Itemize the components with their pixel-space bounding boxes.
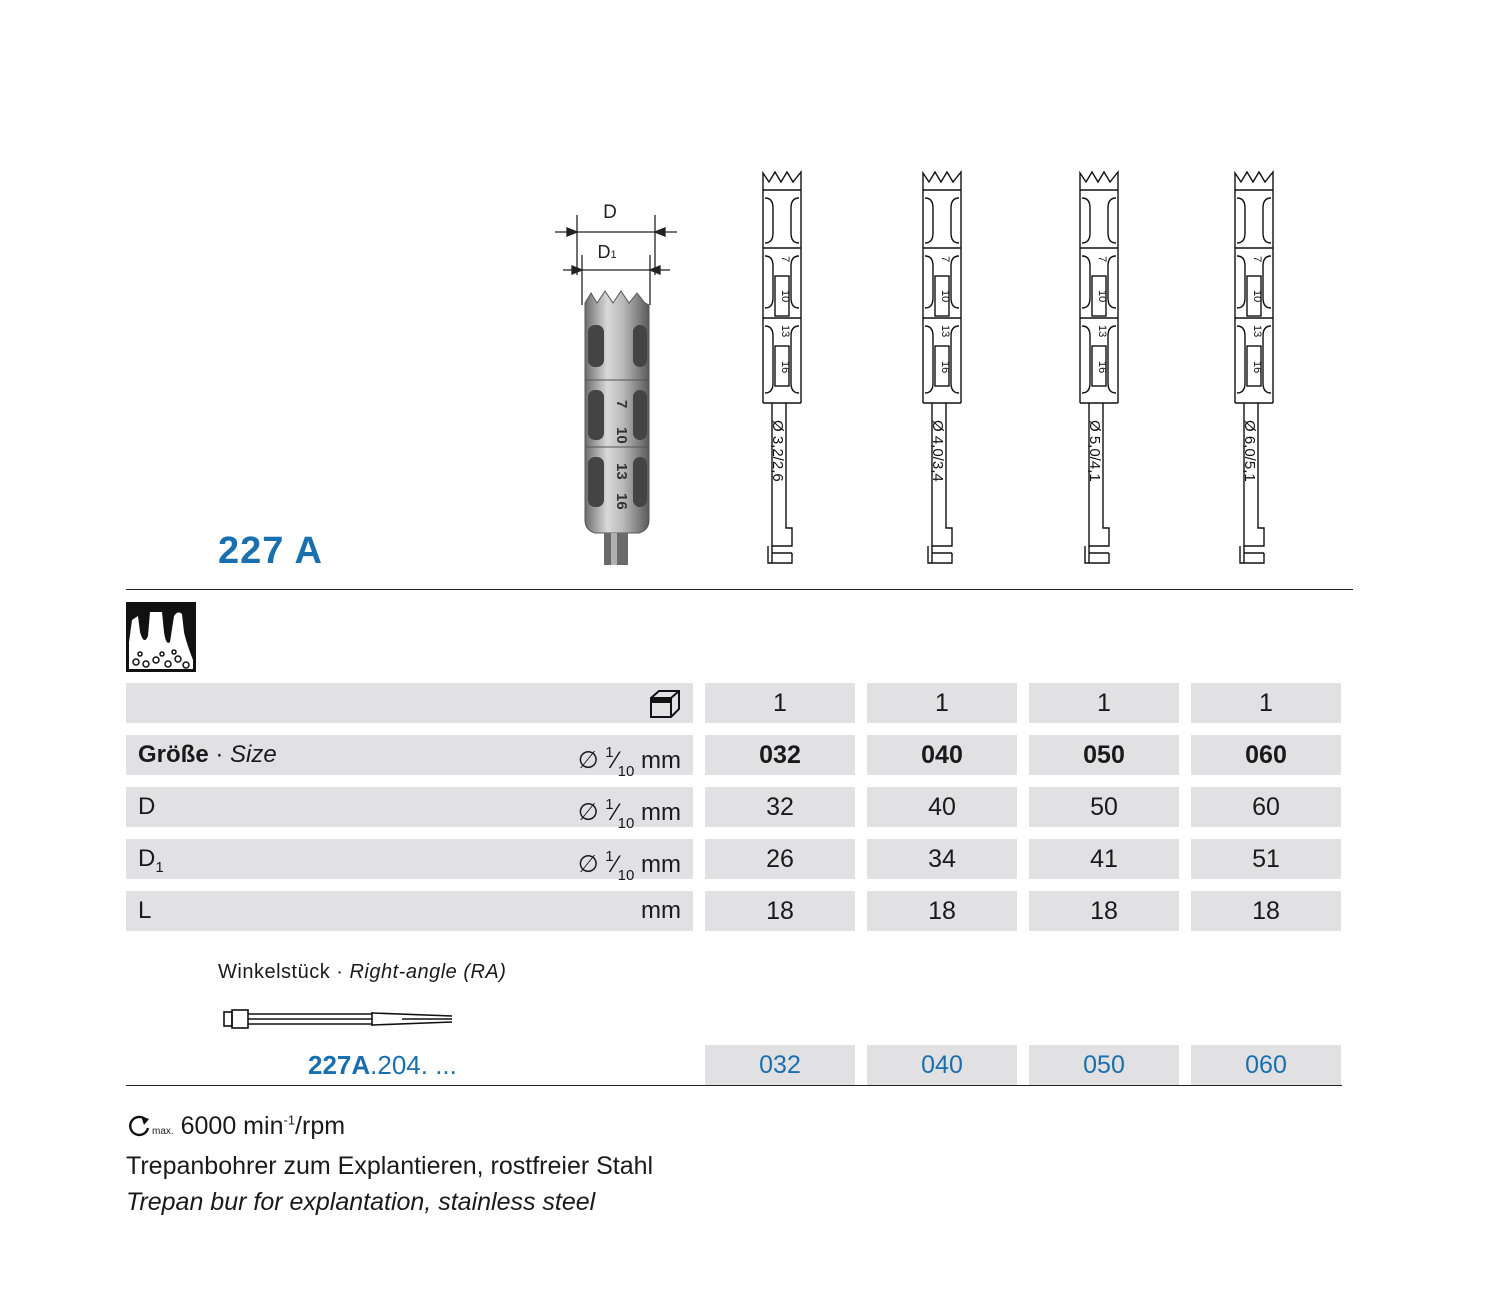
bottom-divider xyxy=(126,1085,1342,1086)
l-value: 18 xyxy=(705,891,855,931)
depth-mark: 16 xyxy=(779,361,791,374)
rotation-icon xyxy=(126,1115,152,1137)
depth-mark: 7 xyxy=(779,256,791,263)
d-unit: ∅ $^1⁄_{10}$ mm xyxy=(577,796,681,832)
order-size-code: 040 xyxy=(867,1045,1017,1085)
size-value: 050 xyxy=(1029,735,1179,775)
bur-diameter-label: Ø 4,0/3,4 xyxy=(929,420,946,482)
depth-mark: 10 xyxy=(779,290,791,303)
d1-value: 51 xyxy=(1191,839,1341,879)
dim-d1-label: D1 xyxy=(597,242,617,262)
description-en: Trepan bur for explantation, stainless steel xyxy=(126,1188,596,1216)
depth-mark: 10 xyxy=(1096,290,1108,303)
d1-value: 34 xyxy=(867,839,1017,879)
description-de: Trepanbohrer zum Explantieren, rostfreier Stahl xyxy=(126,1152,654,1180)
depth-mark: 13 xyxy=(1096,325,1108,338)
dim-d-label: D xyxy=(603,202,617,223)
bur-drawing-2 xyxy=(918,168,998,568)
l-value: 18 xyxy=(1029,891,1179,931)
bur-photo-illustration xyxy=(555,195,685,570)
size-label: Größe · Size xyxy=(138,741,277,768)
bur-diameter-label: Ø 6,0/5,1 xyxy=(1241,420,1258,482)
depth-mark: 16 xyxy=(1251,361,1263,374)
package-box-icon xyxy=(649,689,681,719)
size-value: 032 xyxy=(705,735,855,775)
l-value: 18 xyxy=(1191,891,1341,931)
bur-drawing-3 xyxy=(1075,168,1155,568)
size-value: 040 xyxy=(867,735,1017,775)
svg-text:16: 16 xyxy=(613,493,630,510)
d-value: 40 xyxy=(867,787,1017,827)
d-value: 60 xyxy=(1191,787,1341,827)
order-number: 227A.204. ... xyxy=(308,1050,457,1080)
depth-mark: 7 xyxy=(939,256,951,263)
l-label: L xyxy=(138,897,152,924)
d1-value: 41 xyxy=(1029,839,1179,879)
product-code: 227 A xyxy=(218,530,323,572)
l-unit: mm xyxy=(641,897,681,924)
l-value: 18 xyxy=(867,891,1017,931)
depth-mark: 7 xyxy=(1096,256,1108,263)
d-label: D xyxy=(138,793,156,820)
ra-shank-icon xyxy=(222,1004,457,1032)
top-divider xyxy=(126,589,1353,590)
svg-text:13: 13 xyxy=(613,463,630,480)
size-value: 060 xyxy=(1191,735,1341,775)
bur-diameter-label: Ø 3,2/2,6 xyxy=(769,420,786,482)
d1-unit: ∅ $^1⁄_{10}$ mm xyxy=(577,848,681,884)
bur-photo xyxy=(585,291,649,565)
d1-value: 26 xyxy=(705,839,855,879)
bone-tissue-application-icon xyxy=(126,602,196,672)
depth-mark: 10 xyxy=(939,290,951,303)
depth-mark: 16 xyxy=(1096,361,1108,374)
svg-text:10: 10 xyxy=(613,427,630,444)
depth-mark: 16 xyxy=(939,361,951,374)
depth-mark: 10 xyxy=(1251,290,1263,303)
order-size-code: 060 xyxy=(1191,1045,1341,1085)
order-size-code: 032 xyxy=(705,1045,855,1085)
depth-mark: 13 xyxy=(779,325,791,338)
bur-diameter-label: Ø 5,0/4,1 xyxy=(1086,420,1103,482)
depth-mark: 7 xyxy=(1251,256,1263,263)
size-unit: ∅ $^1⁄_{10}$ mm xyxy=(577,744,681,780)
pack-value: 1 xyxy=(1191,683,1341,723)
depth-mark: 13 xyxy=(1251,325,1263,338)
d-value: 50 xyxy=(1029,787,1179,827)
pack-value: 1 xyxy=(867,683,1017,723)
d1-label: $D_1$ xyxy=(138,845,164,876)
bur-drawing-4 xyxy=(1230,168,1310,568)
bur-drawing-1 xyxy=(758,168,838,568)
depth-mark: 13 xyxy=(939,325,951,338)
pack-value: 1 xyxy=(705,683,855,723)
pack-value: 1 xyxy=(1029,683,1179,723)
shank-type-label: Winkelstück · Right-angle (RA) xyxy=(218,961,507,983)
d-value: 32 xyxy=(705,787,855,827)
order-size-code: 050 xyxy=(1029,1045,1179,1085)
svg-text:7: 7 xyxy=(613,400,630,409)
max-speed: max. 6000 $\min^{-1}$/rpm xyxy=(126,1112,345,1141)
